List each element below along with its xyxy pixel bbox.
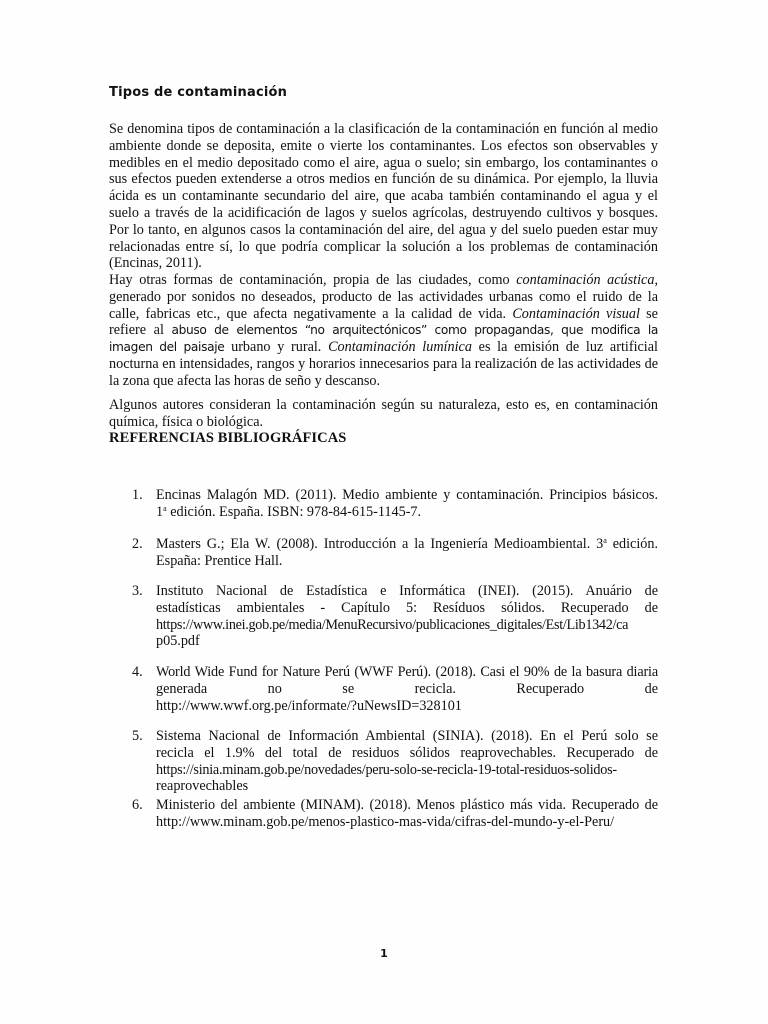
- reference-line: [156, 536, 658, 553]
- reference-line: Encinas Malagón MD. (2011). Medio ambiente y contaminación. Principios básicos.: [156, 487, 658, 503]
- reference-number: 5.: [132, 728, 143, 744]
- reference-text: edición. España. ISBN: 978-84-615-1145-7.: [166, 503, 422, 520]
- superscript: a: [603, 536, 607, 545]
- reference-line: estadísticas ambientales - Capítulo 5: Resíduos sólidos. Recuperado de: [156, 599, 658, 616]
- paragraph-urban-pollution: [109, 272, 658, 390]
- reference-line: generada no se recicla. Recuperado de: [156, 680, 658, 697]
- reference-number: 6.: [132, 797, 143, 813]
- reference-url[interactable]: reaprovechables: [156, 778, 249, 795]
- reference-line: Instituto Nacional de Estadística e Informática (INEI). (2015). Anuário de: [156, 583, 658, 599]
- term-luminic: Contaminación lumínica: [328, 339, 472, 356]
- reference-line: recicla el 1.9% del total de residuos sólidos reaprovechables. Recuperado de: [156, 744, 658, 761]
- reference-number: 4.: [132, 664, 143, 680]
- paragraph-text: Hay otras formas de contaminación, propia de las ciudades, como: [109, 272, 517, 288]
- section-title: Tipos de contaminación: [109, 85, 288, 100]
- reference-url[interactable]: http://www.minam.gob.pe/menos-plastico-mas-vida/cifras-del-mundo-y-el-Peru/: [156, 813, 615, 830]
- reference-text: 1: [156, 503, 164, 520]
- term-visual: Contaminación visual: [512, 305, 640, 322]
- reference-url[interactable]: https://www.inei.gob.pe/media/MenuRecursivo/publicaciones_digitales/Est/Lib1342/ca: [156, 616, 629, 633]
- reference-line: Ministerio del ambiente (MINAM). (2018). Menos plástico más vida. Recuperado de: [156, 797, 658, 813]
- paragraph-text: urbano y rural.: [224, 339, 329, 356]
- superscript: a: [163, 503, 167, 513]
- paragraph-classification: Algunos autores consideran la contaminación según su naturaleza, esto es, en contaminación química, física o biológica.: [109, 397, 658, 430]
- paragraph-text-alt-font: abuso de elementos “no arquitectónicos” como propagandas, que modifica la imagen del paisaje: [109, 323, 658, 355]
- paragraph-text: se refiere al: [109, 305, 658, 339]
- paragraph-text: , generado por sonidos no deseados, producto de las actividades urbanas como el ruido de la calle, fabricas etc., que afecta negativamente a la calidad de vida.: [109, 272, 658, 322]
- reference-number: 3.: [132, 583, 143, 599]
- paragraph-text: es la emisión de luz artificial nocturna en intensidades, rangos y horarios innecesarios para la realización de las actividades de la zona que afecta las horas de seño y descanso.: [109, 339, 658, 389]
- references-heading: REFERENCIAS BIBLIOGRÁFICAS: [109, 430, 347, 446]
- reference-line: [156, 504, 658, 521]
- reference-url[interactable]: https://sinia.minam.gob.pe/novedades/peru-solo-se-recicla-19-total-residuos-solidos-: [156, 761, 617, 778]
- reference-text: edición.: [606, 536, 658, 552]
- reference-number: 2.: [132, 536, 143, 552]
- page-number: 1: [380, 947, 388, 960]
- reference-number: 1.: [132, 487, 143, 503]
- reference-line: World Wide Fund for Nature Perú (WWF Perú). (2018). Casi el 90% de la basura diaria: [156, 664, 658, 680]
- term-acoustic: contaminación acústica: [516, 272, 655, 288]
- reference-text: Masters G.; Ela W. (2008). Introducción a la Ingeniería Medioambiental. 3: [156, 536, 604, 552]
- reference-line: España: Prentice Hall.: [156, 552, 283, 569]
- paragraph-intro: Se denomina tipos de contaminación a la clasificación de la contaminación en función al medio ambiente donde se deposita, emite o vierte los contaminantes. Los efectos son observables y medibles en el medio depositado como el aire, agua o suelo; sin embargo, los contaminantes o sus efectos pueden extenderse a otros medios en función de su dinámica. Por ejemplo, la lluvia ácida es un contaminante secundario del aire, que acaba también contaminando el agua y el suelo a través de la acidificación de lagos y suelos agrícolas, destruyendo cultivos y bosques. Por lo tanto, en algunos casos la contaminación del aire, del agua y del suelo pueden estar muy relacionadas entre sí, lo que podría complicar la solución a los problemas de contaminación (Encinas, 2011).: [109, 121, 658, 272]
- reference-url[interactable]: p05.pdf: [156, 633, 200, 650]
- reference-line: Sistema Nacional de Información Ambiental (SINIA). (2018). En el Perú solo se: [156, 728, 658, 744]
- reference-url[interactable]: http://www.wwf.org.pe/informate/?uNewsID=328101: [156, 697, 462, 714]
